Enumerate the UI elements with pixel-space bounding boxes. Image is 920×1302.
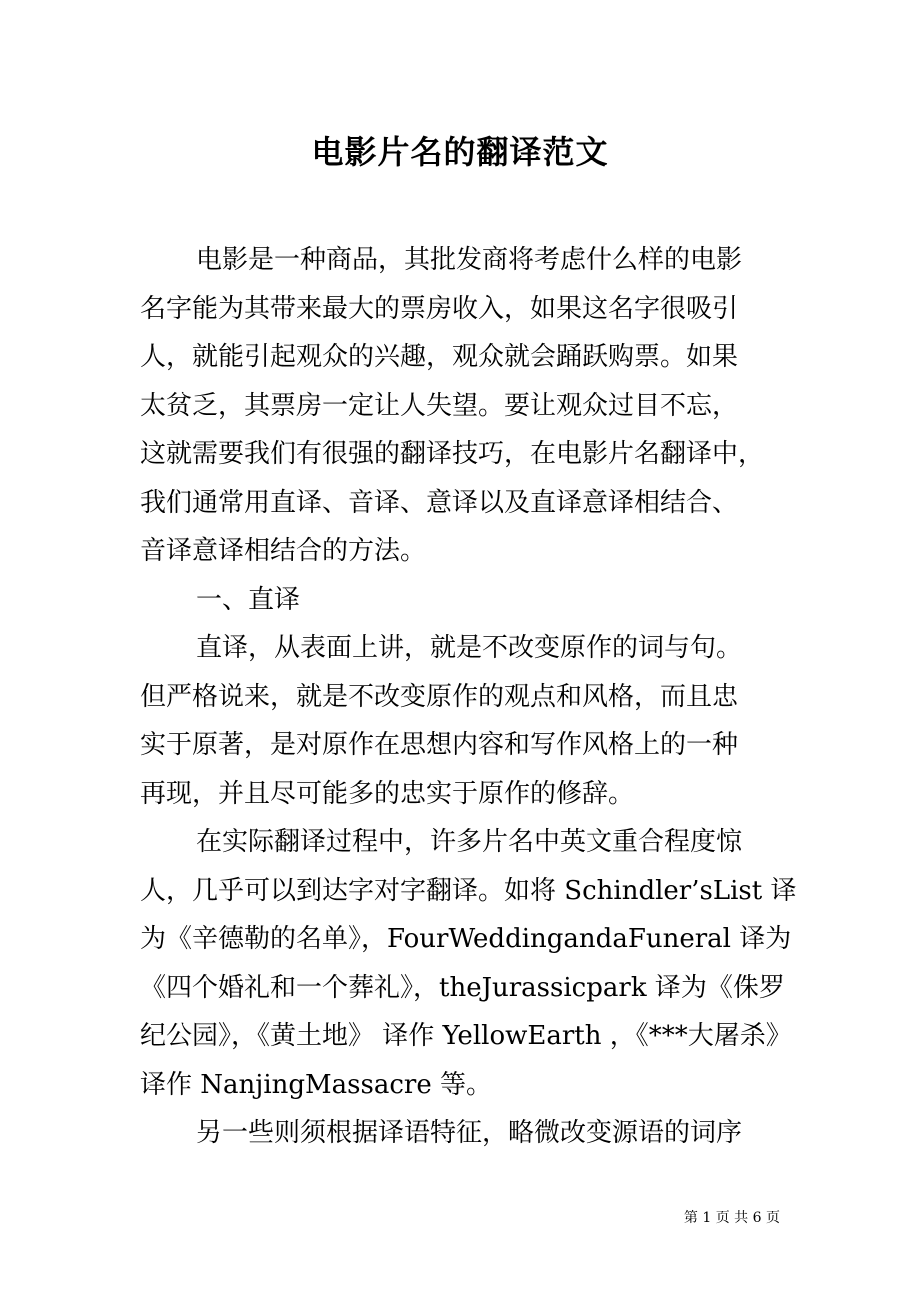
paragraph-line: 我们通常用直译、音译、意译以及直译意译相结合、 [140, 487, 739, 518]
paragraph-line: 但严格说来，就是不改变原作的观点和风格，而且忠 [140, 681, 739, 712]
document-title: 电影片名的翻译范文 [311, 133, 609, 171]
paragraph-line: 译作 NanjingMassacre 等。 [140, 1069, 492, 1100]
paragraph-line: 直译，从表面上讲，就是不改变原作的词与句。 [196, 633, 743, 663]
paragraph-line: 另一些则须根据译语特征，略微改变源语的词序 [196, 1118, 743, 1148]
paragraph-line: 实于原著，是对原作在思想内容和写作风格上的一种 [140, 730, 739, 760]
page-number-footer: 第 1 页 共 6 页 [683, 1210, 780, 1226]
paragraph-line: 在实际翻译过程中，许多片名中英文重合程度惊 [196, 827, 743, 857]
paragraph-line: 为《辛德勒的名单》，FourWeddingandaFuneral 译为 [140, 924, 792, 954]
paragraph-line: 音译意译相结合的方法。 [140, 536, 427, 566]
paragraph-line: 再现，并且尽可能多的忠实于原作的修辞。 [140, 778, 635, 809]
paragraph-line: 纪公园》，《黄土地》 译作 YellowEarth ，《***大屠杀》 [140, 1021, 792, 1051]
document-body [140, 236, 797, 1158]
paragraph-line: 人，几乎可以到达字对字翻译。如将 Schindler’sList 译 [140, 875, 797, 906]
paragraph-line: 太贫乏，其票房一定让人失望。要让观众过目不忘， [140, 390, 739, 421]
paragraph-line: 电影是一种商品，其批发商将考虑什么样的电影 [196, 245, 743, 275]
paragraph-line: 《四个婚礼和一个葬礼》，theJurassicpark 译为《侏罗 [140, 972, 785, 1003]
paragraph-line: 人，就能引起观众的兴趣，观众就会踊跃购票。如果 [140, 342, 739, 372]
section-heading: 一、直译 [196, 584, 301, 615]
paragraph-line: 这就需要我们有很强的翻译技巧，在电影片名翻译中， [140, 439, 765, 469]
paragraph-line: 名字能为其带来最大的票房收入，如果这名字很吸引 [140, 293, 739, 324]
